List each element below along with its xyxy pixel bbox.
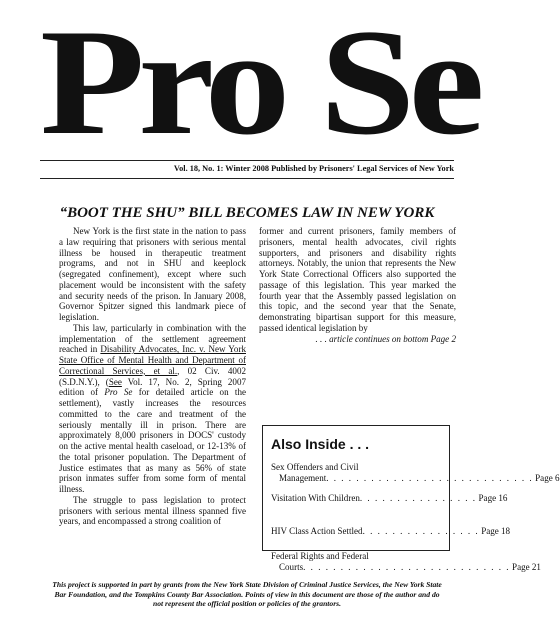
also-inside-title: Also Inside . . . [271, 436, 370, 452]
article-headline: “BOOT THE SHU” BILL BECOMES LAW IN NEW YORK [59, 205, 435, 221]
article-paragraph: The struggle to pass legislation to protect prisoners with serious mental illness spanned five years, and encompassed a strong coalition of [59, 494, 246, 527]
toc-item[interactable]: HIV Class Action Settled . . . . . . . . . . . . . . . . Page 18 [271, 526, 511, 536]
article-paragraph: former and current prisoners, family members of prisoners, mental health advocates, civil rights supporters, and prisoners and disability rights attorneys. Notably, the union that represents the New York State Correctional Officers also supported the passage of this legislation. This year marked the fourth year that the Assembly passed legislation on this topic, and the second year that the Senate, demonstrating bipartisan support for this measure, passed identical legislation by [259, 226, 456, 333]
continued-note: . . . article continues on bottom Page 2 [315, 333, 456, 344]
toc-page: Page 21 [512, 562, 541, 572]
toc-item[interactable]: Federal Rights and Federal Courts . . . . . . . . . . . . . . . . . . . . . . . . . . . . Page 21 [271, 551, 541, 572]
article-column-right [259, 226, 456, 344]
masthead-rule-top [40, 160, 454, 161]
funding-disclaimer: This project is supported in part by grants from the New York State Division of Criminal Justice Services, the New York State Bar Foundation, and the Tompkins County Bar Association. Points of view in this document are those of the author and do not represent the official position or policies of the grantors. [52, 580, 442, 609]
masthead-rule-bottom [40, 178, 454, 179]
toc-page: Page 16 [478, 493, 508, 503]
masthead-title: Pro Se [40, 0, 478, 166]
toc-item[interactable]: Visitation With Children . . . . . . . . . . . . . . . . Page 16 [271, 493, 508, 503]
publication-name: Pro Se [104, 387, 133, 398]
also-inside-box [262, 425, 560, 572]
case-citation: Disability Advocates, Inc. v. New York State Office of Mental Health and Department of Correctional Services, et al. [59, 344, 246, 376]
toc-item[interactable]: Sex Offenders and Civil Management . . . . . . . . . . . . . . . . . . . . . . . . . . . . Page 6 [271, 462, 560, 483]
article-paragraph: This law, particularly in combination with the implementation of the settlement agreement reached in Disability Advocates, Inc. v. New York State Office of Mental Health and Department of Correctional Services, et al., 02 Civ. 4002 (S.D.N.Y.), (See Vol. 17, No. 2, Spring 2007 edition of Pro Se for detailed article on the settlement), vastly increases the resources committed to the care and treatment of the seriously mentally ill in prison. There are approximately 8,000 prisoners in DOCS' custody on the active mental health caseload, or 12-13% of the total prisoner population. The Department of Justice estimates that as many as 56% of state prison inmates suffer from some form of mental illness. [59, 322, 247, 494]
article-column-left [59, 226, 246, 527]
article-paragraph: New York is the first state in the nation to pass a law requiring that prisoners with serious mental illness be housed in therapeutic treatment programs, and not in SHU and keeplock (segregated confinement), except where such placement would be inconsistent with the safety and security needs of the prison. In January 2008, Governor Spitzer signed this landmark piece of legislation. [59, 226, 246, 322]
toc-page: Page 6 [535, 473, 560, 483]
issue-line: Vol. 18, No. 1: Winter 2008 Published by Prisoners' Legal Services of New York [173, 164, 454, 173]
toc-page: Page 18 [481, 526, 511, 536]
